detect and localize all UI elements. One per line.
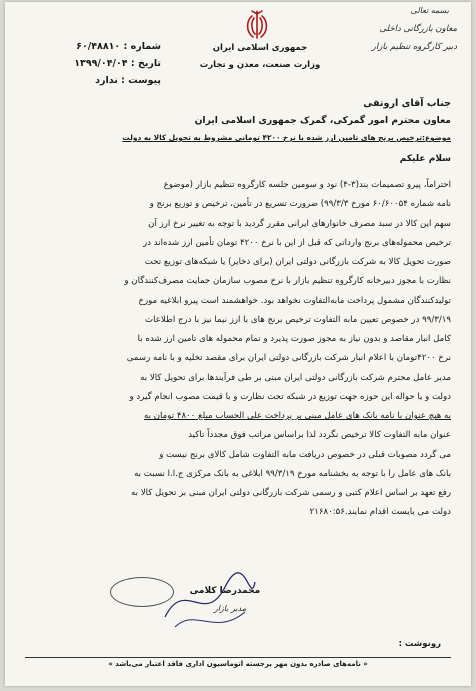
body-line: دولت می بایست اقدام نمایند.۲۱۶۸۰:۵۶ <box>309 507 451 518</box>
number-row <box>31 38 161 55</box>
body-line: نرخ ۴۲۰۰تومان با اعلام انبار شرکت بازرگانی دولتی ایران برای مقصد تخلیه و با نامه رسمی <box>126 353 451 364</box>
body-line: تولیدکنندگان مشمول پرداخت مابه‌التفاوت نخواهد بود. خواهشمند است پیرو ابلاغیه مورخ <box>138 295 451 306</box>
cc-label: رونوشت : <box>398 639 441 649</box>
country-name: جمهوری اسلامی ایران <box>212 43 308 53</box>
body-line: ترخیص محموله‌های برنج وارداتی که قبل از این با نرخ ۴۲۰۰ تومان تأمین ارز شده‌اند در <box>143 237 451 248</box>
signatory-name: محمدرضا کلامی <box>189 586 261 596</box>
body-line: نظارت با مجوز دبیرخانه کارگروه تنظیم بازار با نرخ مصوب سازمان حمایت مصرف‌کنندگان و <box>124 276 451 287</box>
ministry-name: وزارت صنعت، معدن و تجارت <box>199 60 321 70</box>
body-line: ۹۹/۳/۱۹ در خصوص تعیین مابه التفاوت ترخیص برنج های با ارز نیما نیز با درج اطلاعات <box>145 314 451 325</box>
attachment-label: پیوست : <box>121 75 161 86</box>
recipient-title: معاون محترم امور گمرکی، گمرک جمهوری اسلامی ایران <box>194 115 451 126</box>
body-line: بانک های عامل را با توجه به بخشنامه مورخ ۹۹/۳/۱۹ ابلاغی به بانک مرکزی ج.ا.ا نسبت به <box>134 468 451 479</box>
number-value: ۶۰/۴۸۸۱۰ <box>76 41 121 52</box>
body-line: رفع تعهد بر اساس اعلام کتبی و رسمی شرکت بازرگانی دولتی ایران مبنی بر تحویل کالا به <box>130 488 451 498</box>
body-line: احتراماً، پیرو تصمیمات بند(۳-۴) نود و سومین جلسه کارگروه تنظیم بازار (موضوع <box>163 180 451 190</box>
number-label: شماره : <box>123 41 161 52</box>
body-line: کامل انبار مقاصد و بدون نیاز به مجوز صورت پذیرد و تمام محموله های تامین ارز شده با <box>137 334 451 344</box>
date-value: ۱۳۹۹/۰۴/۰۴ <box>74 58 128 69</box>
greeting: سلام علیکم <box>399 154 451 164</box>
date-label: تاریخ : <box>130 58 161 69</box>
footer-note: « نامه‌های صادره بدون مهر برجسته اتوماسیون اداری فاقد اعتبار می‌باشد » <box>108 660 368 668</box>
attachment-row <box>31 72 161 89</box>
footer-divider <box>25 657 451 658</box>
iran-emblem-icon <box>241 8 273 42</box>
letter-page <box>5 2 471 686</box>
attachment-value: ندارد <box>95 75 118 86</box>
body-line: می گردد مصوبات قبلی در خصوص دریافت مابه التفاوت شامل کالای برنج نیست و <box>159 449 451 460</box>
letter-meta <box>31 38 161 89</box>
official-header <box>175 40 345 74</box>
recipient-name: جناب آقای اروتقی <box>363 98 451 109</box>
body-line: مدیر عامل محترم شرکت بازرگانی دولتی ایران مبنی بر طی فرآیندها برای تحویل کالا به <box>140 372 451 383</box>
body-line: سهم این کالا در سبد مصرف خانوارهای ایرانی مقرر گردید با توجه به تغییر نرخ ارز آن <box>148 218 451 229</box>
subject-line: موضوع:ترخیص برنج های تامین ارز شده با نرخ ۴۲۰۰ تومانی مشروط به تحویل کالا به دولت <box>122 133 451 142</box>
handwritten-side-2: دبیر کارگروه تنظیم بازار <box>371 42 457 52</box>
body-line: عنوان مابه التفاوت کالا ترخیص نگردد لذا براساس مراتب فوق مجدداً تاکید <box>188 430 451 441</box>
basmala: بسمه تعالی <box>410 6 449 15</box>
handwritten-side-1: معاون بازرگانی داخلی <box>379 24 457 34</box>
date-row <box>31 55 161 72</box>
body-line: به هیچ عنوان با نامه بانک های عامل مبنی بر پرداخت علی الحساب مبلغ ۴۸۰۰ تومان به <box>144 411 451 421</box>
body-line: صورت تحویل کالا به شرکت بازرگانی دولتی ایران (برای ذخایر) یا شبکه‌های توزیع تحت <box>144 257 451 267</box>
signatory-title: مدیر بازار <box>213 604 247 613</box>
body-line: دولت و یا حواله این حوزه جهت توزیع در شبکه تحت نظارت و با قیمت مصوب انجام گیرد و <box>129 391 451 402</box>
body-line: نامه شماره ۶۰/۶۰۰۵۴ مورخ ۹۹/۳/۳) ضرورت تسریع در تأمین، ترخیص و توزیع برنج و <box>149 199 451 210</box>
